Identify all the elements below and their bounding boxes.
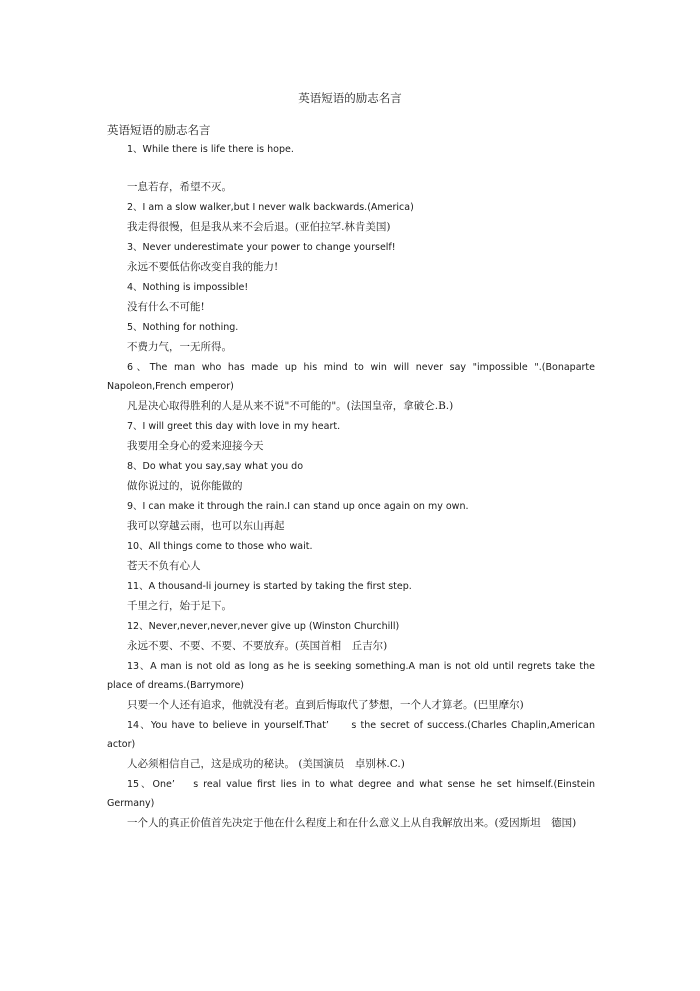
quote-english: 7、I will greet this day with love in my heart. — [127, 421, 341, 432]
quote-item — [107, 497, 595, 537]
quote-chinese: 我可以穿越云雨，也可以东山再起 — [127, 520, 285, 532]
quote-english: 8、Do what you say,say what you do — [127, 461, 304, 472]
quote-english: 4、Nothing is impossible! — [127, 282, 249, 293]
quote-english: 12、Never,never,never,never give up (Winston Churchill) — [127, 621, 400, 632]
quote-chinese: 只要一个人还有追求，他就没有老。直到后悔取代了梦想，一个人才算老。(巴里摩尔) — [127, 699, 524, 711]
quote-chinese: 永远不要、不要、不要、不要放弃。(英国首相 丘吉尔) — [127, 640, 388, 652]
quote-english: 5、Nothing for nothing. — [127, 322, 239, 333]
quote-chinese: 我要用全身心的爱来迎接今天 — [127, 440, 264, 452]
quote-english: 15、One’ s real value first lies in to what degree and what sense he set himself.(Einstein Germany) — [107, 779, 595, 809]
quote-chinese: 没有什么不可能! — [127, 301, 205, 313]
quote-item — [107, 577, 595, 617]
quote-english: 11、A thousand-li journey is started by taking the first step. — [127, 581, 412, 592]
document-subtitle: 英语短语的励志名言 — [107, 123, 211, 137]
quote-item — [107, 657, 595, 716]
quote-item — [107, 140, 595, 198]
quote-english: 1、While there is life there is hope. — [127, 144, 294, 155]
quote-item — [107, 358, 595, 417]
quote-chinese: 不费力气，一无所得。 — [127, 341, 232, 353]
quote-item — [107, 457, 595, 497]
quote-chinese: 凡是决心取得胜利的人是从来不说"不可能的"。(法国皇帝，拿破仑.B.) — [127, 400, 454, 412]
quote-chinese: 人必须相信自己，这是成功的秘诀。 (美国演员 卓别林.C.) — [127, 758, 405, 770]
quote-english: 10、All things come to those who wait. — [127, 541, 313, 552]
quote-english: 13、A man is not old as long as he is seeking something.A man is not old until regrets take the place of dreams.(Barrymore) — [107, 661, 595, 691]
quote-english: 3、Never underestimate your power to change yourself! — [127, 242, 396, 253]
quote-chinese: 千里之行，始于足下。 — [127, 600, 232, 612]
quote-item — [107, 278, 595, 318]
document-title: 英语短语的励志名言 — [298, 91, 402, 105]
quote-chinese: 一个人的真正价值首先决定于他在什么程度上和在什么意义上从自我解放出来。(爱因斯坦 德国) — [127, 817, 577, 829]
quote-item — [107, 716, 595, 775]
quote-english: 9、I can make it through the rain.I can stand up once again on my own. — [127, 501, 469, 512]
quote-chinese: 我走得很慢，但是我从来不会后退。(亚伯拉罕.林肯美国) — [127, 221, 391, 233]
quote-item — [107, 617, 595, 657]
quote-item — [107, 198, 595, 238]
quote-item — [107, 417, 595, 457]
quote-chinese: 做你说过的，说你能做的 — [127, 480, 243, 492]
quote-english: 6、The man who has made up his mind to win will never say "impossible ".(Bonaparte Napoleon,French emperor) — [107, 362, 595, 392]
quote-chinese: 苍天不负有心人 — [127, 560, 201, 572]
quote-item — [107, 318, 595, 358]
quote-chinese: 永远不要低估你改变自我的能力! — [127, 261, 279, 273]
quote-chinese: 一息若存，希望不灭。 — [127, 181, 232, 193]
quote-item — [107, 537, 595, 577]
quote-list — [107, 140, 595, 834]
quote-english: 2、I am a slow walker,but I never walk backwards.(America) — [127, 202, 414, 213]
quote-english: 14、You have to believe in yourself.That’ s the secret of success.(Charles Chaplin,American actor) — [107, 720, 595, 750]
quote-item — [107, 775, 595, 834]
quote-item — [107, 238, 595, 278]
